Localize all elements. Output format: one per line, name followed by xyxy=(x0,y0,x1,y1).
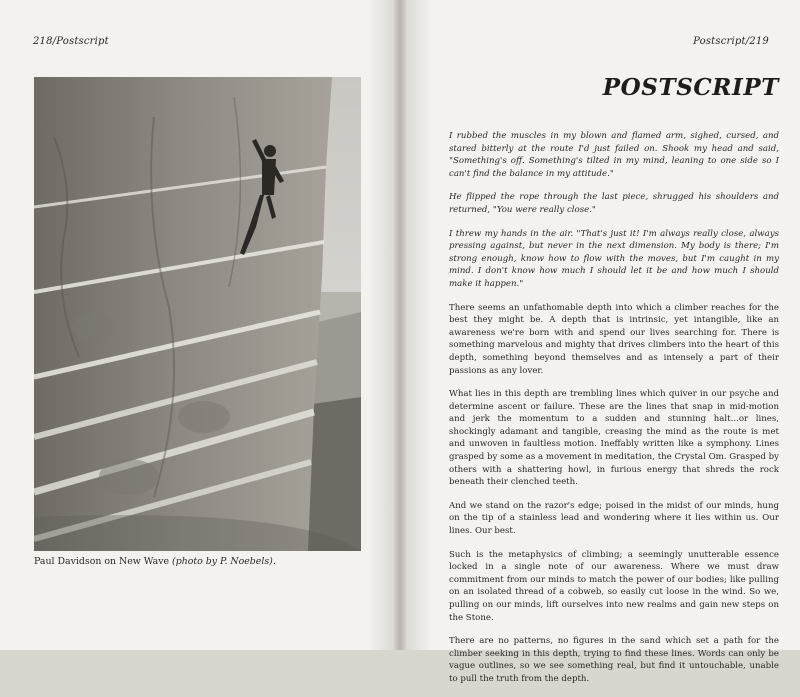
climber-photo xyxy=(34,77,361,551)
running-head-right: Postscript/219 xyxy=(693,36,769,47)
paragraph: What lies in this depth are trembling lines which quiver in our psyche and determine ascent or failure. These are the lines that snap in mid-motion and jerk the momentum to a sudden and stunning halt...or lines, shockingly adamant and tangible, creasing the mind as the route is met and unwoven in faultless motion. Ineffably written like a symphony. Lines grasped by some as a movement in meditation, the Crystal Om. Grasped by others with a shattering howl, in furious energy that shreds the rock beneath their clenched teeth. xyxy=(449,389,779,488)
photo-caption xyxy=(34,556,374,567)
left-page xyxy=(0,0,394,650)
book-gutter xyxy=(394,0,406,650)
running-head-left: 218/Postscript xyxy=(33,36,109,47)
climber-photo-image xyxy=(34,77,361,551)
paragraph: Such is the metaphysics of climbing; a seemingly unutterable essence locked in a single note of our awareness. Where we must draw commitment from our minds to match the power of our bodies; like pulling on an isolated thread of a cobweb, so easily cut loose in the wind. So we, pulling on our minds, lift ourselves into new realms and gain new steps on the Stone. xyxy=(449,549,779,623)
paragraph: There are no patterns, no figures in the sand which set a path for the climber seeking in this depth, trying to find these lines. Words can only be vague outlines, so we see something real, but find it untouchable, unable to pull the truth from the depth. xyxy=(449,636,779,684)
paragraph: I threw my hands in the air. "That's just it! I'm always really close, always pressing against, but never in the next dimension. My body is there; I'm strong enough, know how to flow with the moves, but I'm caught in my mind. I don't know how much I should let it be and how much I should make it happen." xyxy=(449,228,779,289)
paragraph: He flipped the rope through the last piece, shrugged his shoulders and returned, "You were really close." xyxy=(449,192,779,215)
caption-text: Paul Davidson on New Wave xyxy=(34,556,170,567)
paragraph: There seems an unfathomable depth into which a climber reaches for the best they might be. A depth that is intrinsic, yet intangible, like an awareness we're born with and spend our lives searching for. There is something marvelous and mighty that drives climbers into the heart of this depth, something beyond themselves and as intensely a part of their passions as any lover. xyxy=(449,302,779,376)
paragraph: And we stand on the razor's edge; poised in the midst of our minds, hung on the tip of a stainless lead and wondering where it lies within us. Our lines. Our best. xyxy=(449,500,779,537)
chapter-title: POSTSCRIPT xyxy=(602,74,779,101)
photo-credit: (photo by P. Noebels). xyxy=(172,556,276,567)
paragraph: I rubbed the muscles in my blown and flamed arm, sighed, cursed, and stared bitterly at the route I'd just failed on. Shook my head and said, "Something's off. Something's tilted in my mind, leaning to one side so I can't find the balance in my attitude." xyxy=(449,131,779,179)
chapter-body xyxy=(449,130,779,697)
